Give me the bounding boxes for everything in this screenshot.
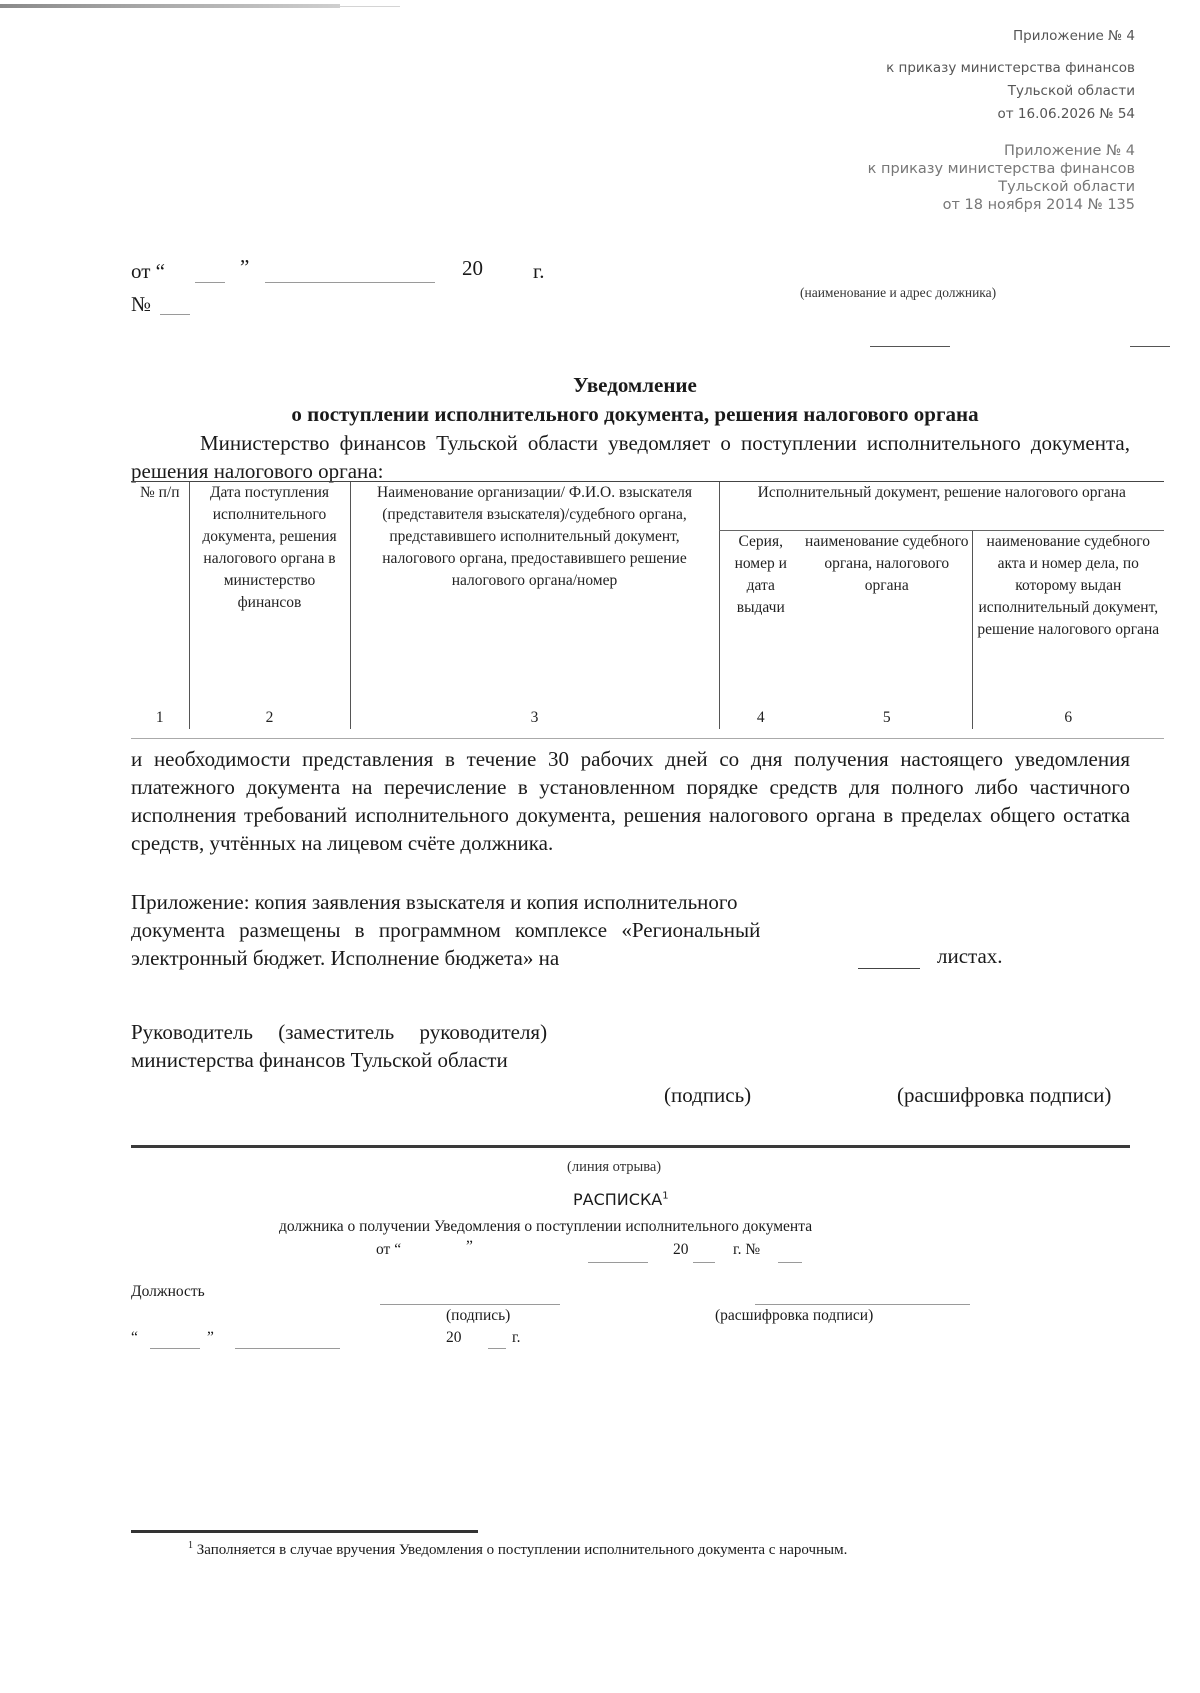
col-number-cell: 5 xyxy=(882,709,891,726)
necessity-paragraph: и необходимости представления в течение 30 рабочих дней со дня получения настоящего уведомления платежного документа на перечисление в установленном порядке средств для полного либо частичного исполнения требований исполнительного документа, решения налогового органа в пределах общего остатка средств, учтённых на лицевом счёте должника. xyxy=(131,747,1130,855)
debtor-name-line[interactable] xyxy=(1130,346,1170,347)
receipt-date-prefix: от “ xyxy=(376,1241,402,1258)
col-number-cell: 1 xyxy=(155,709,164,726)
attachment-sheets: листах. xyxy=(937,944,1003,968)
appendix-previous xyxy=(715,142,1135,214)
receipt-bottom-suffix: г. xyxy=(512,1329,521,1346)
appendix-current-line4: от 16.06.2026 № 54 xyxy=(997,106,1135,122)
notice-day-blank[interactable] xyxy=(195,282,225,283)
appendix-previous-line2: к приказу министерства финансов xyxy=(867,161,1135,177)
receipt-date-suffix: г. № xyxy=(733,1241,761,1258)
notice-subtitle: о поступлении исполнительного документа, решения налогового органа xyxy=(291,402,979,426)
tear-off-line xyxy=(131,1145,1130,1148)
appendix-current-line3: Тульской области xyxy=(1007,83,1135,99)
receipt-year-blank[interactable] xyxy=(693,1262,715,1263)
appendix-previous-line1: Приложение № 4 xyxy=(1003,143,1135,159)
footnote-mark: 1 xyxy=(188,1540,193,1551)
footnote-text: Заполняется в случае вручения Уведомления о поступлении исполнительного документа с нарочным. xyxy=(196,1542,848,1558)
notice-number-label: № xyxy=(131,292,152,316)
appendix-current-line2: к приказу министерства финансов xyxy=(886,60,1135,76)
signature-caption: (подпись) xyxy=(664,1083,752,1107)
documents-table xyxy=(131,481,1164,729)
receipt-bottom-quote-open: “ xyxy=(131,1329,138,1346)
table-row xyxy=(131,707,1164,729)
col-org-header: Наименование организации/ Ф.И.О. взыскателя (представителя взыскателя)/судебного органа, представившего исполнительный документ, налогового органа, предоставившего решение налогового органа/номер xyxy=(350,482,719,708)
col-date-header: Дата поступления исполнительного документа, решения налогового органа в министерство финансов xyxy=(189,482,350,708)
receipt-title xyxy=(573,1190,669,1209)
receipt-date-year: 20 xyxy=(673,1241,689,1258)
notice-date-suffix: г. xyxy=(533,259,545,283)
notice-date-quote-close: ” xyxy=(240,255,250,279)
col-number-cell: 4 xyxy=(719,707,802,729)
col-number-cell: 2 xyxy=(189,707,350,729)
receipt-decode-line[interactable] xyxy=(755,1304,970,1305)
footnote xyxy=(188,1540,847,1559)
attachment-line2: документа размещены в программном комплексе «Региональный xyxy=(131,918,761,942)
receipt-title-text: РАСПИСКА xyxy=(573,1190,663,1209)
notice-month-blank[interactable] xyxy=(265,282,435,283)
receipt-bottom-month-blank[interactable] xyxy=(235,1348,340,1349)
table-bottom-line xyxy=(131,738,1164,739)
attachment-line1: Приложение: копия заявления взыскателя и копия исполнительного xyxy=(131,890,738,914)
attachment-block xyxy=(131,888,760,972)
col-court-header: наименование судебного органа, налогового органа xyxy=(805,533,969,594)
debtor-caption: (наименование и адрес должника) xyxy=(800,285,997,300)
receipt-bottom-quote-close: ” xyxy=(207,1329,214,1346)
receipt-date-quote-close: ” xyxy=(466,1238,473,1255)
appendix-current-line1: Приложение № 4 xyxy=(1013,28,1135,44)
notice-date-year: 20 xyxy=(462,256,483,280)
receipt-number-blank[interactable] xyxy=(778,1262,802,1263)
signature-decode-caption: (расшифровка подписи) xyxy=(897,1083,1112,1107)
appendix-previous-line3: Тульской области xyxy=(998,179,1135,195)
signatory-block xyxy=(131,1018,631,1074)
col-document-group-header: Исполнительный документ, решение налогового органа xyxy=(719,482,1164,531)
receipt-bottom-year-blank[interactable] xyxy=(488,1348,506,1349)
scan-edge-mark xyxy=(340,6,400,7)
col-number-cell: 6 xyxy=(972,707,1164,729)
receipt-sign-caption: (подпись) xyxy=(446,1307,511,1324)
receipt-bottom-year: 20 xyxy=(446,1329,462,1346)
appendix-current xyxy=(715,25,1135,126)
receipt-bottom-day-blank[interactable] xyxy=(150,1348,200,1349)
receipt-signature-line[interactable] xyxy=(380,1304,560,1305)
col-num-header: № п/п xyxy=(131,482,189,708)
table-header-row xyxy=(131,482,1164,531)
receipt-decode-caption: (расшифровка подписи) xyxy=(715,1307,874,1324)
receipt-footnote-mark: 1 xyxy=(662,1190,669,1202)
signatory-line2: министерства финансов Тульской области xyxy=(131,1048,508,1072)
col-number-cell: 3 xyxy=(350,707,719,729)
receipt-month-blank[interactable] xyxy=(588,1262,648,1263)
notice-title: Уведомление xyxy=(573,373,697,397)
sheets-count-blank[interactable] xyxy=(858,968,920,969)
scan-edge-mark xyxy=(0,4,340,8)
appendix-previous-line4: от 18 ноября 2014 № 135 xyxy=(942,197,1135,213)
footnote-separator xyxy=(131,1530,478,1533)
receipt-subtitle: должника о получении Уведомления о поступлении исполнительного документа xyxy=(279,1218,813,1235)
signatory-line1: Руководитель (заместитель руководителя) xyxy=(131,1020,548,1044)
tear-off-caption: (линия отрыва) xyxy=(567,1159,662,1175)
notice-date-prefix: от “ xyxy=(131,259,165,283)
receipt-position-label: Должность xyxy=(131,1283,205,1300)
debtor-name-line[interactable] xyxy=(870,346,950,347)
col-series-header: Серия, номер и дата выдачи xyxy=(719,531,802,708)
attachment-line3: электронный бюджет. Исполнение бюджета» на xyxy=(131,946,560,970)
col-act-header: наименование судебного акта и номер дела, по которому выдан исполнительный документ, решение налогового органа xyxy=(972,531,1164,708)
notice-intro: Министерство финансов Тульской области уведомляет о поступлении исполнительного документа, решения налогового органа: xyxy=(131,431,1130,483)
notice-number-blank[interactable] xyxy=(160,314,190,315)
